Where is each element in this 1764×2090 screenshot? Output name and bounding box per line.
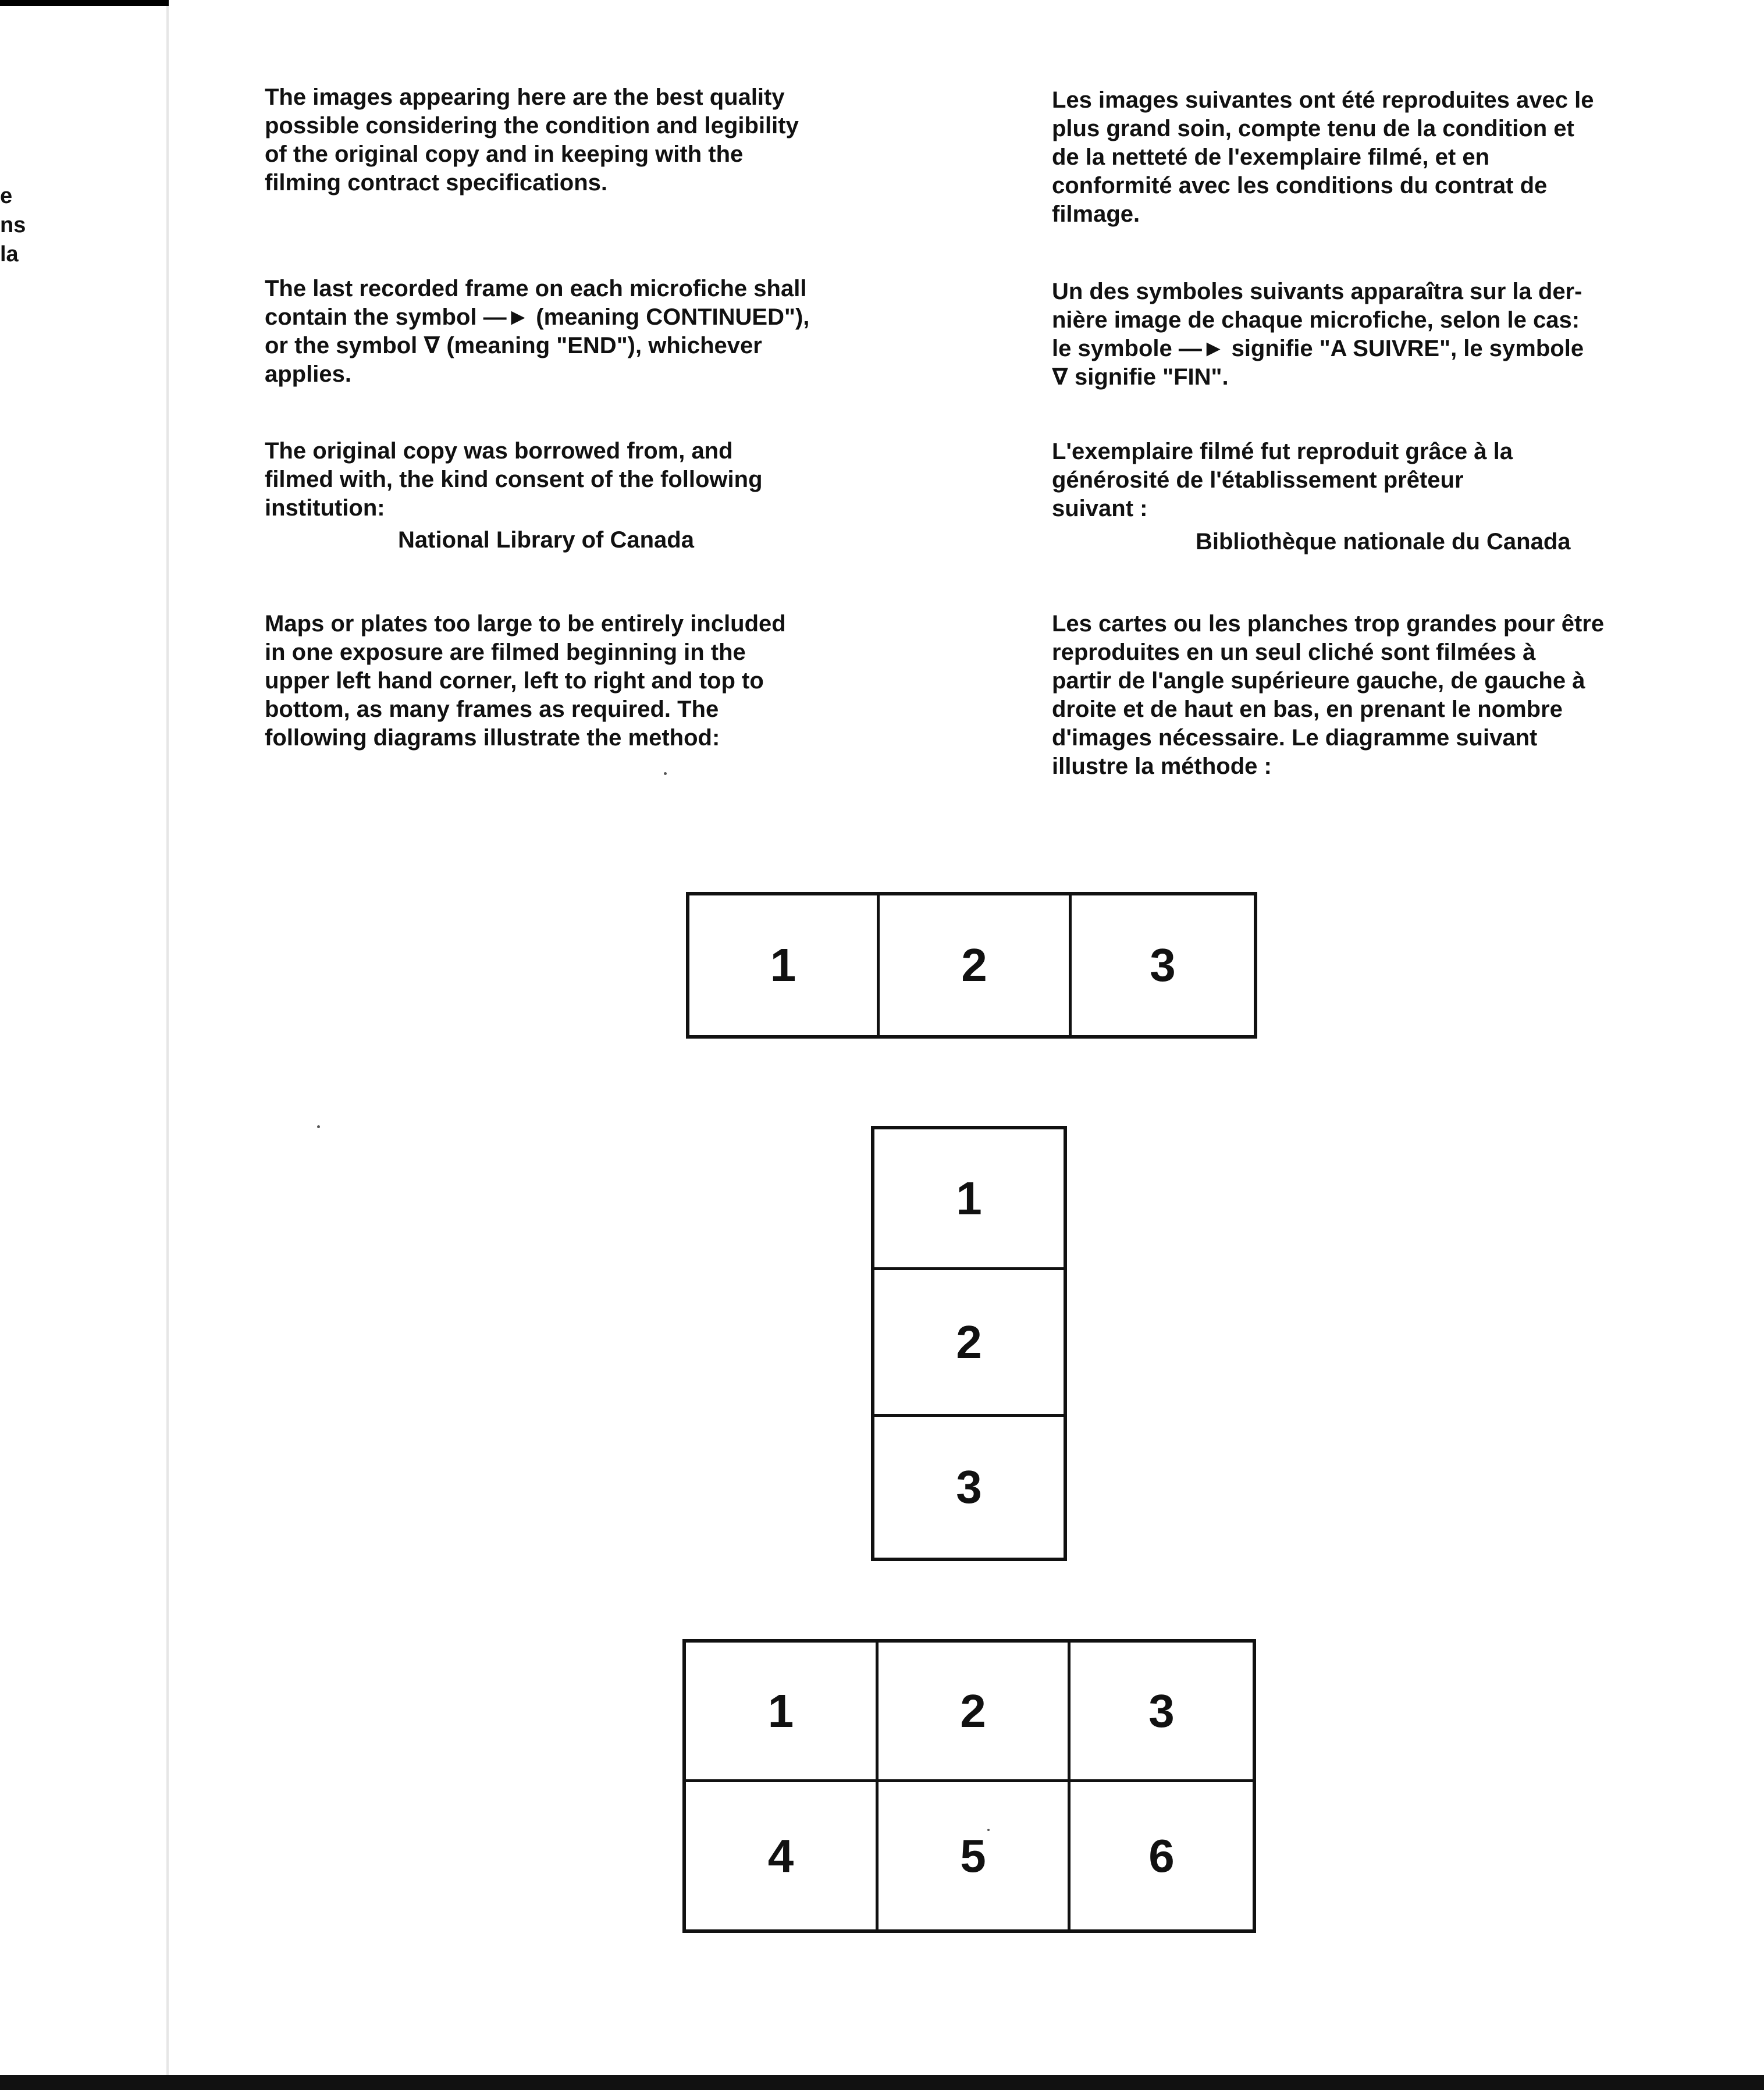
frame-cell: 3 [874,1414,1064,1558]
bottom-edge-bar [0,2075,1764,2090]
scan-speck [664,772,667,775]
margin-text-fragment [0,182,26,269]
previous-page-margin [0,0,169,2090]
en-paragraph-institution: The original copy was borrowed from, and filmed with, the kind consent of the following institution: [265,438,763,521]
diagram-vertical-column [871,1126,1067,1561]
top-edge-bar [0,0,169,6]
scan-speck [987,1829,990,1831]
diagram-horizontal-row [686,892,1257,1039]
en-paragraph-maps: Maps or plates too large to be entirely included in one exposure are filmed beginning in the upper left hand corner, left to right and top to bottom, as many frames as required. The following diagrams illustrate the method: [265,611,786,751]
fr-paragraph-symbols: Un des symboles suivants apparaîtra sur la der- nière image de chaque microfiche, selon le cas: le symbole —► signifie "A SUIVRE", le symbole ∇ signifie "FIN". [1052,279,1584,390]
frame-cell: 2 [877,895,1069,1035]
fr-institution-name: Bibliothèque nationale du Canada [1196,529,1571,555]
en-paragraph-symbols: The last recorded frame on each microfiche shall contain the symbol —► (meaning CONTINUED"), or the symbol ∇ (meaning "END"), whichever applies. [265,276,810,387]
margin-line-1: e [0,184,13,208]
fr-paragraph-quality: Les images suivantes ont été reproduites avec le plus grand soin, compte tenu de la condition et de la netteté de l'exemplaire filmé, et en conformité avec les conditions du contrat de filmage. [1052,87,1594,227]
scan-speck [317,1125,320,1128]
frame-cell: 5 [876,1779,1068,1929]
margin-line-3: la [0,242,19,266]
margin-line-2: ns [0,213,26,237]
frame-cell: 1 [770,939,796,991]
frame-cell: 2 [876,1643,1068,1779]
frame-cell: 6 [1068,1779,1253,1929]
frame-cell: 3 [1068,1643,1253,1779]
diagram-two-by-three-grid [682,1639,1256,1933]
frame-cell: 3 [1069,895,1254,1035]
frame-cell: 1 [956,1172,982,1224]
frame-cell: 4 [686,1779,876,1929]
en-institution-name: National Library of Canada [398,527,694,553]
frame-cell: 2 [874,1267,1064,1414]
fr-paragraph-institution: L'exemplaire filmé fut reproduit grâce à la générosité de l'établissement prêteur suivant : [1052,439,1513,521]
fr-paragraph-maps: Les cartes ou les planches trop grandes pour être reproduites en un seul cliché sont filmées à partir de l'angle supérieure gauche, de gauche à droite et de haut en bas, en prenant le nombre d'images nécessaire. Le diagramme suivant illustre la méthode : [1052,611,1605,779]
frame-cell: 1 [767,1684,794,1737]
en-paragraph-quality: The images appearing here are the best quality possible considering the condition and legibility of the original copy and in keeping with the filming contract specifications. [265,84,799,196]
